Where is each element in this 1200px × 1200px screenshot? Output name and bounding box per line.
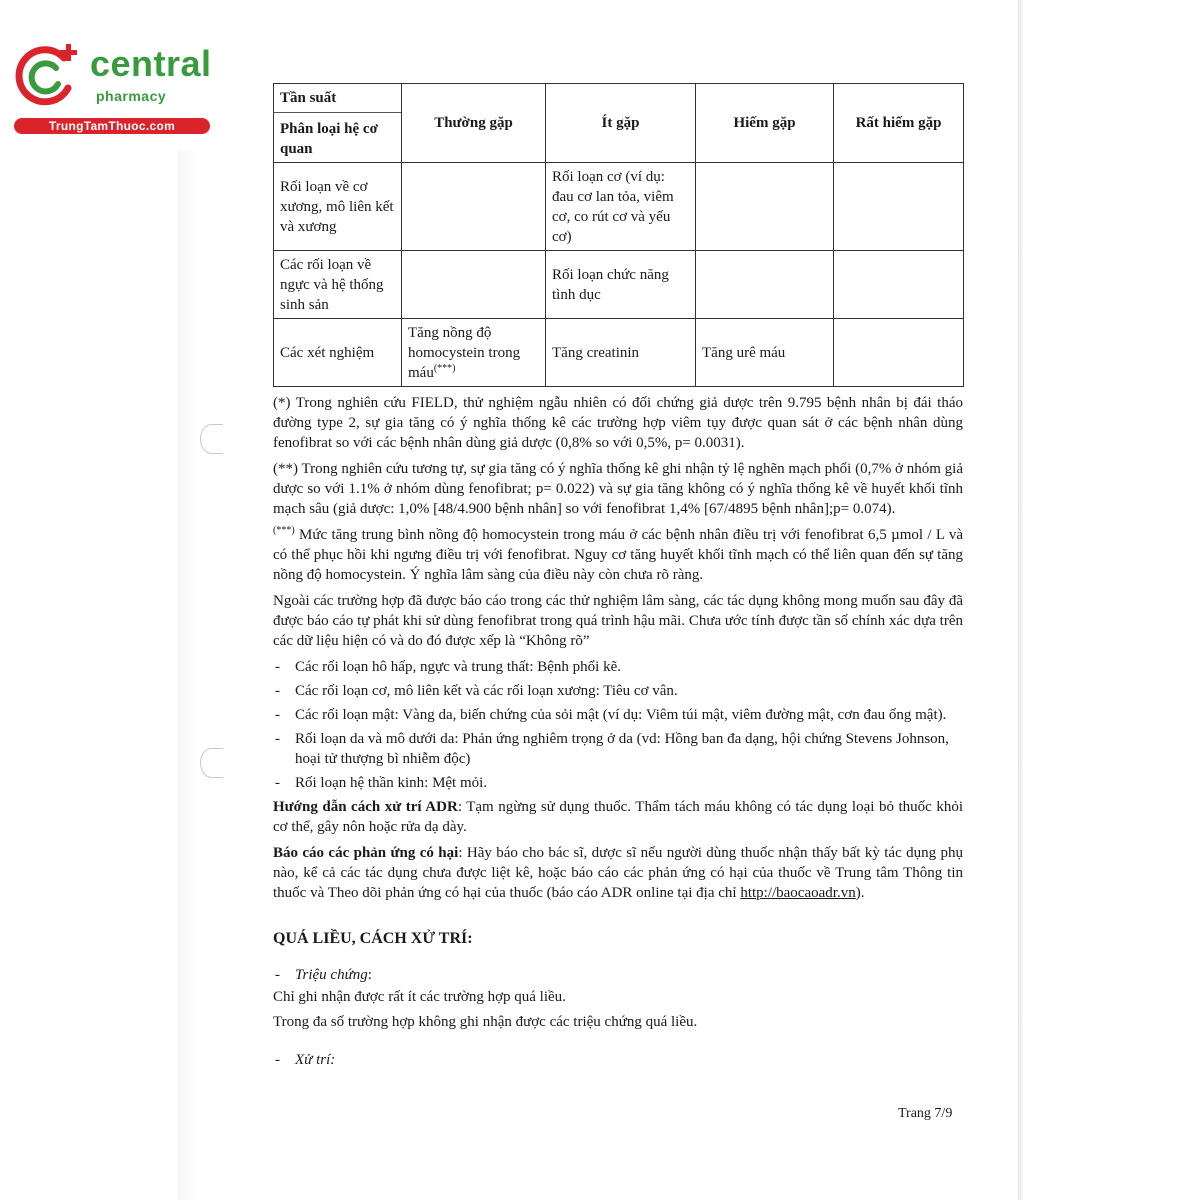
- logo-subtitle: pharmacy: [96, 88, 167, 104]
- symptoms-heading: [273, 965, 963, 985]
- overdose-line-1: Chỉ ghi nhận được rất ít các trường hợp quá liều.: [273, 989, 566, 1005]
- table-row: [274, 163, 964, 251]
- rare-cell: Tăng urê máu: [696, 319, 834, 387]
- punch-hole-top: [200, 424, 223, 454]
- overdose-line-2: Trong đa số trường hợp không ghi nhận được các triệu chứng quá liều.: [273, 1014, 698, 1030]
- central-pharmacy-logo[interactable]: [10, 38, 220, 138]
- header-frequency-label: Tần suất: [274, 85, 401, 113]
- postmarketing-intro: Ngoài các trường hợp đã được báo cáo trong các thử nghiệm lâm sàng, các tác dụng không mong muốn sau đây đã được báo cáo tự phát khi sử dùng fenofibrat trong quá trình hậu mãi. Chưa ước tính được tần số chính xác dựa trên các dữ liệu hiện có và do đó được xếp là “Không rõ”: [273, 593, 963, 649]
- very-rare-cell: [834, 251, 964, 319]
- footnote-1: (*) Trong nghiên cứu FIELD, thử nghiệm ngẫu nhiên có đối chứng giả dược trên 9.795 bệnh nhân bị đái tháo đường type 2, sự gia tăng có ý nghĩa thống kê các trường hợp viêm tụy được quan sát ở các bệnh nhân dùng fenofibrat so với các bệnh nhân dùng giả dược (0,8% so với 0,5%, p= 0.0031).: [273, 395, 963, 451]
- table-row: [274, 319, 964, 387]
- uncommon-cell: Tăng creatinin: [546, 319, 696, 387]
- punch-hole-bottom: [200, 748, 223, 778]
- logo-mark-icon: [10, 38, 90, 118]
- symptoms-label: Triệu chứng: [295, 967, 368, 983]
- common-cell-text: Tăng nồng độ homocystein trong máu: [408, 324, 521, 381]
- overdose-title: QUÁ LIỀU, CÁCH XỬ TRÍ:: [273, 930, 473, 947]
- report-end: ).: [855, 885, 865, 901]
- rare-cell: [696, 251, 834, 319]
- adr-guide-label: Hướng dẫn cách xử trí ADR: [273, 799, 458, 815]
- uncommon-cell: Rối loạn cơ (ví dụ: đau cơ lan tỏa, viêm cơ, co rút cơ và yếu cơ): [546, 163, 696, 251]
- adr-guide-text: : Tạm ngừng sử dụng thuốc. Thẩm tách máu không có tác dụng loại bỏ thuốc khỏi cơ thể, gây nôn hoặc rửa dạ dày.: [273, 799, 963, 835]
- scan-shadow: [178, 150, 198, 1200]
- footnote-marker: (***): [433, 362, 456, 374]
- organ-cell: Rối loạn về cơ xương, mô liên kết và xương: [274, 163, 402, 251]
- list-item: - Các rối loạn mật: Vàng da, biến chứng của sỏi mật (ví dụ: Viêm túi mật, viêm đường mật, cơn đau ống mật).: [273, 705, 963, 725]
- footnote-3-marker: (***): [273, 525, 295, 536]
- list-item: - Rối loạn hệ thần kinh: Mệt mỏi.: [273, 773, 963, 793]
- footnote-2: (**) Trong nghiên cứu tương tự, sự gia tăng có ý nghĩa thống kê ghi nhận tỷ lệ nghẽn mạch phổi (0,7% ở nhóm giả dược so với 1.1% ở nhóm dùng fenofibrat; p= 0.022) và sự gia tăng không có ý nghĩa thống kê về huyết khối tĩnh mạch sâu (giả dược: 1,0% [48/4.900 bệnh nhân] so với fenofibrat 1,4% [67/4895 bệnh nhân];p= 0.074).: [273, 461, 963, 517]
- common-cell: [402, 319, 546, 387]
- list-item: - Các rối loạn cơ, mô liên kết và các rối loạn xương: Tiêu cơ vân.: [273, 681, 963, 701]
- header-common: Thường gặp: [402, 84, 546, 163]
- very-rare-cell: [834, 319, 964, 387]
- page-number: Trang 7/9: [898, 1106, 953, 1121]
- report-text: : Hãy báo cho bác sĩ, dược sĩ nếu người dùng thuốc nhận thấy bất kỳ tác dụng phụ nào, kể cả các tác dụng chưa được liệt kê, hoặc báo cáo các phản ứng có hại của thuốc về Trung tâm Thông tin thuốc và Theo dõi phản ứng có hại của thuốc (báo cáo ADR online tại địa chỉ: [273, 845, 963, 901]
- uncommon-cell: Rối loạn chức năng tình dục: [546, 251, 696, 319]
- header-corner-cell: [274, 84, 402, 163]
- logo-title: central: [90, 43, 212, 84]
- common-cell: [402, 251, 546, 319]
- document-content: [273, 83, 963, 1070]
- report-label: Báo cáo các phản ứng có hại: [273, 845, 459, 861]
- common-cell: [402, 163, 546, 251]
- list-item: - Rối loạn da và mô dưới da: Phản ứng nghiêm trọng ở da (vd: Hồng ban đa dạng, hội chứng Stevens Johnson, hoại tử thượng bì nhiễm độc): [273, 729, 963, 769]
- header-organ-class-label: Phân loại hệ cơ quan: [280, 120, 378, 157]
- list-item: - Các rối loạn hô hấp, ngực và trung thất: Bệnh phổi kẽ.: [273, 657, 963, 677]
- footnote-3: [273, 525, 963, 585]
- adr-frequency-table: [273, 83, 964, 387]
- organ-cell: Các rối loạn về ngực và hệ thống sinh sản: [274, 251, 402, 319]
- header-uncommon: Ít gặp: [546, 84, 696, 163]
- page-edge: [1018, 0, 1023, 1200]
- very-rare-cell: [834, 163, 964, 251]
- logo-banner: TrungTamThuoc.com: [14, 118, 210, 134]
- header-very-rare: Rất hiếm gặp: [834, 84, 964, 163]
- header-rare: Hiếm gặp: [696, 84, 834, 163]
- adr-guide-paragraph: [273, 797, 963, 837]
- symptoms-colon: :: [367, 967, 372, 983]
- table-header-row: [274, 84, 964, 163]
- organ-cell: Các xét nghiệm: [274, 319, 402, 387]
- treatment-heading: - Xử trí:: [273, 1050, 963, 1070]
- report-link[interactable]: http://baocaoadr.vn: [740, 885, 856, 901]
- table-row: [274, 251, 964, 319]
- report-paragraph: [273, 843, 963, 903]
- rare-cell: [696, 163, 834, 251]
- footnote-3-text: Mức tăng trung bình nồng độ homocystein trong máu ở các bệnh nhân điều trị với fenofibrat 6,5 µmol / L và có thể phục hồi khi ngưng điều trị với fenofibrat. Nguy cơ tăng huyết khối tĩnh mạch có thể liên quan đến sự tăng nồng độ homocystein. Ý nghĩa lâm sàng của điều này còn chưa rõ ràng.: [273, 527, 963, 583]
- postmarketing-list: [273, 657, 963, 793]
